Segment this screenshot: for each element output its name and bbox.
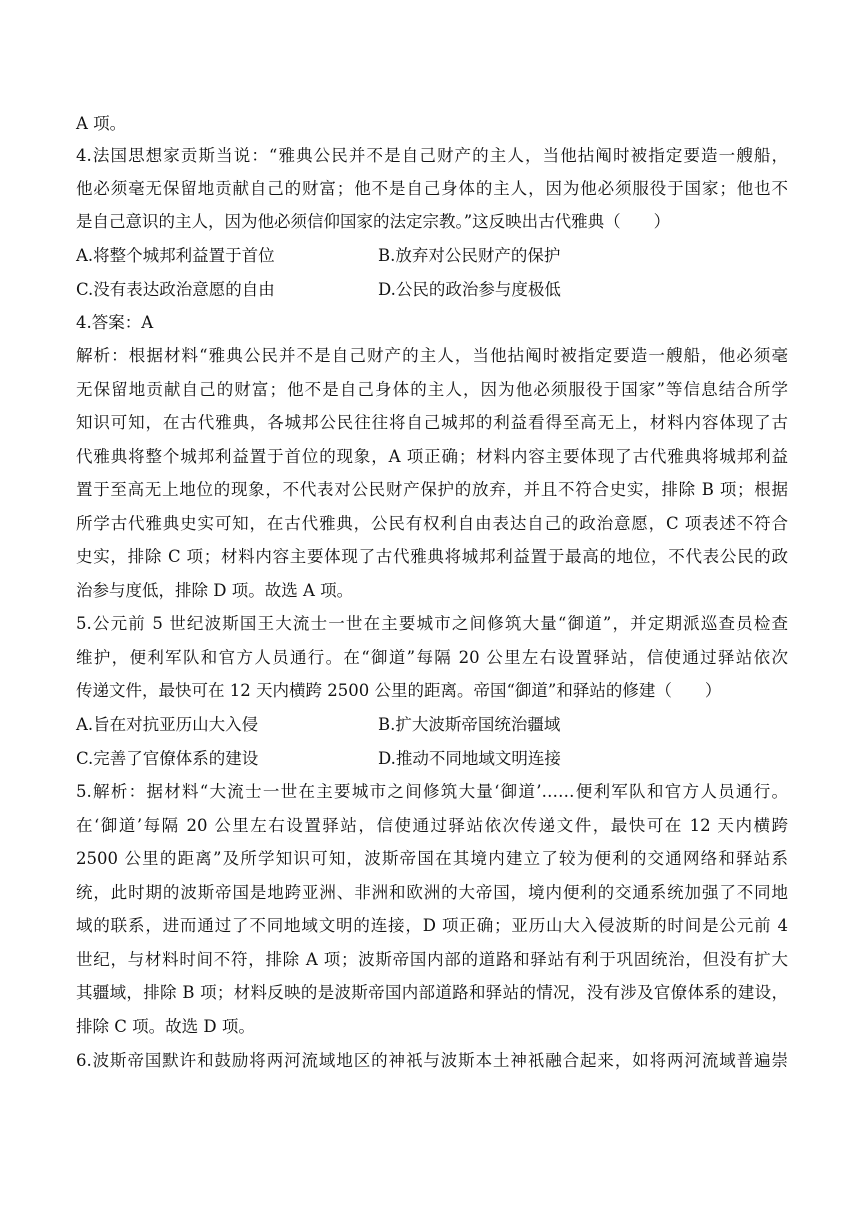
question-5-stem: 传递文件，最快可在 12 天内横跨 2500 公里的距离。帝国“御道”和驿站的修建（ ） <box>76 681 722 700</box>
question-4-stem: 他必须毫无保留地贡献自己的财富；他不是自己身体的主人，因为他必须服役于国家；他也不 <box>76 179 788 198</box>
analysis-5: 其疆域，排除 B 项；材料反映的是波斯帝国内部道路和驿站的情况，没有涉及官僚体系的建设， <box>76 983 788 1002</box>
analysis-4: 置于至高无上地位的现象，不代表对公民财产保护的放弃，并且不符合史实，排除 B 项；根据 <box>76 480 788 499</box>
question-4-stem: 4.法国思想家贡斯当说：“雅典公民并不是自己财产的主人，当他拈阄时被指定要造一艘船， <box>76 146 788 165</box>
question-5-stem: 维护，便利军队和官方人员通行。在“御道”每隔 20 公里左右设置驿站，信使通过驿站依次 <box>76 648 788 667</box>
analysis-5: 世纪，与材料时间不符，排除 A 项；波斯帝国内部的道路和驿站有利于巩固统治，但没有扩大 <box>76 950 788 969</box>
q5-option-b: B.扩大波斯帝国统治疆域 <box>378 715 561 734</box>
analysis-4: 代雅典将整个城邦利益置于首位的现象，A 项正确；材料内容主要体现了古代雅典将城邦利益 <box>76 447 788 466</box>
text-line: A 项。 <box>76 114 127 133</box>
question-5-stem: 5.公元前 5 世纪波斯国王大流士一世在主要城市之间修筑大量“御道”，并定期派巡查员检查 <box>76 614 788 633</box>
analysis-4: 治参与度低，排除 D 项。故选 A 项。 <box>76 581 354 600</box>
analysis-5: 排除 C 项。故选 D 项。 <box>76 1017 255 1036</box>
analysis-5: 域的联系，进而通过了不同地域文明的连接，D 项正确；亚历山大入侵波斯的时间是公元前 4 <box>76 916 788 935</box>
analysis-4: 知识可知，在古代雅典，各城邦公民往往将自己城邦的利益看得至高无上，材料内容体现了古 <box>76 413 788 432</box>
q4-option-d: D.公民的政治参与度极低 <box>378 280 561 299</box>
question-4-stem: 是自己意识的主人，因为他必须信仰国家的法定宗教。”这反映出古代雅典（ ） <box>76 212 671 231</box>
answer-4: 4.答案：A <box>76 313 154 332</box>
q5-option-c: C.完善了官僚体系的建设 <box>76 749 259 768</box>
analysis-4: 解析：根据材料“雅典公民并不是自己财产的主人，当他拈阄时被指定要造一艘船，他必须毫 <box>76 346 788 365</box>
q4-option-a: A.将整个城邦利益置于首位 <box>76 246 275 265</box>
analysis-4: 无保留地贡献自己的财富；他不是自己身体的主人，因为他必须服役于国家”等信息结合所学 <box>76 380 788 399</box>
q4-option-b: B.放弃对公民财产的保护 <box>378 246 561 265</box>
analysis-4: 史实，排除 C 项；材料内容主要体现了古代雅典将城邦利益置于最高的地位，不代表公民的政 <box>76 547 788 566</box>
analysis-4: 所学古代雅典史实可知，在古代雅典，公民有权利自由表达自己的政治意愿，C 项表述不符合 <box>76 514 788 533</box>
analysis-5: 2500 公里的距离”及所学知识可知，波斯帝国在其境内建立了较为便利的交通网络和驿站系 <box>76 849 788 868</box>
q4-option-c: C.没有表达政治意愿的自由 <box>76 280 275 299</box>
question-6-stem: 6.波斯帝国默许和鼓励将两河流域地区的神祇与波斯本土神祇融合起来，如将两河流域普遍崇 <box>76 1051 788 1070</box>
analysis-5: 在‘御道’每隔 20 公里左右设置驿站，信使通过驿站依次传递文件，最快可在 12 天内横跨 <box>76 816 788 835</box>
analysis-5: 5.解析：据材料“大流士一世在主要城市之间修筑大量‘御道’……便利军队和官方人员通行。 <box>76 782 788 801</box>
analysis-5: 统，此时期的波斯帝国是地跨亚洲、非洲和欧洲的大帝国，境内便利的交通系统加强了不同地 <box>76 883 788 902</box>
q5-option-d: D.推动不同地域文明连接 <box>378 749 561 768</box>
q5-option-a: A.旨在对抗亚历山大入侵 <box>76 715 259 734</box>
